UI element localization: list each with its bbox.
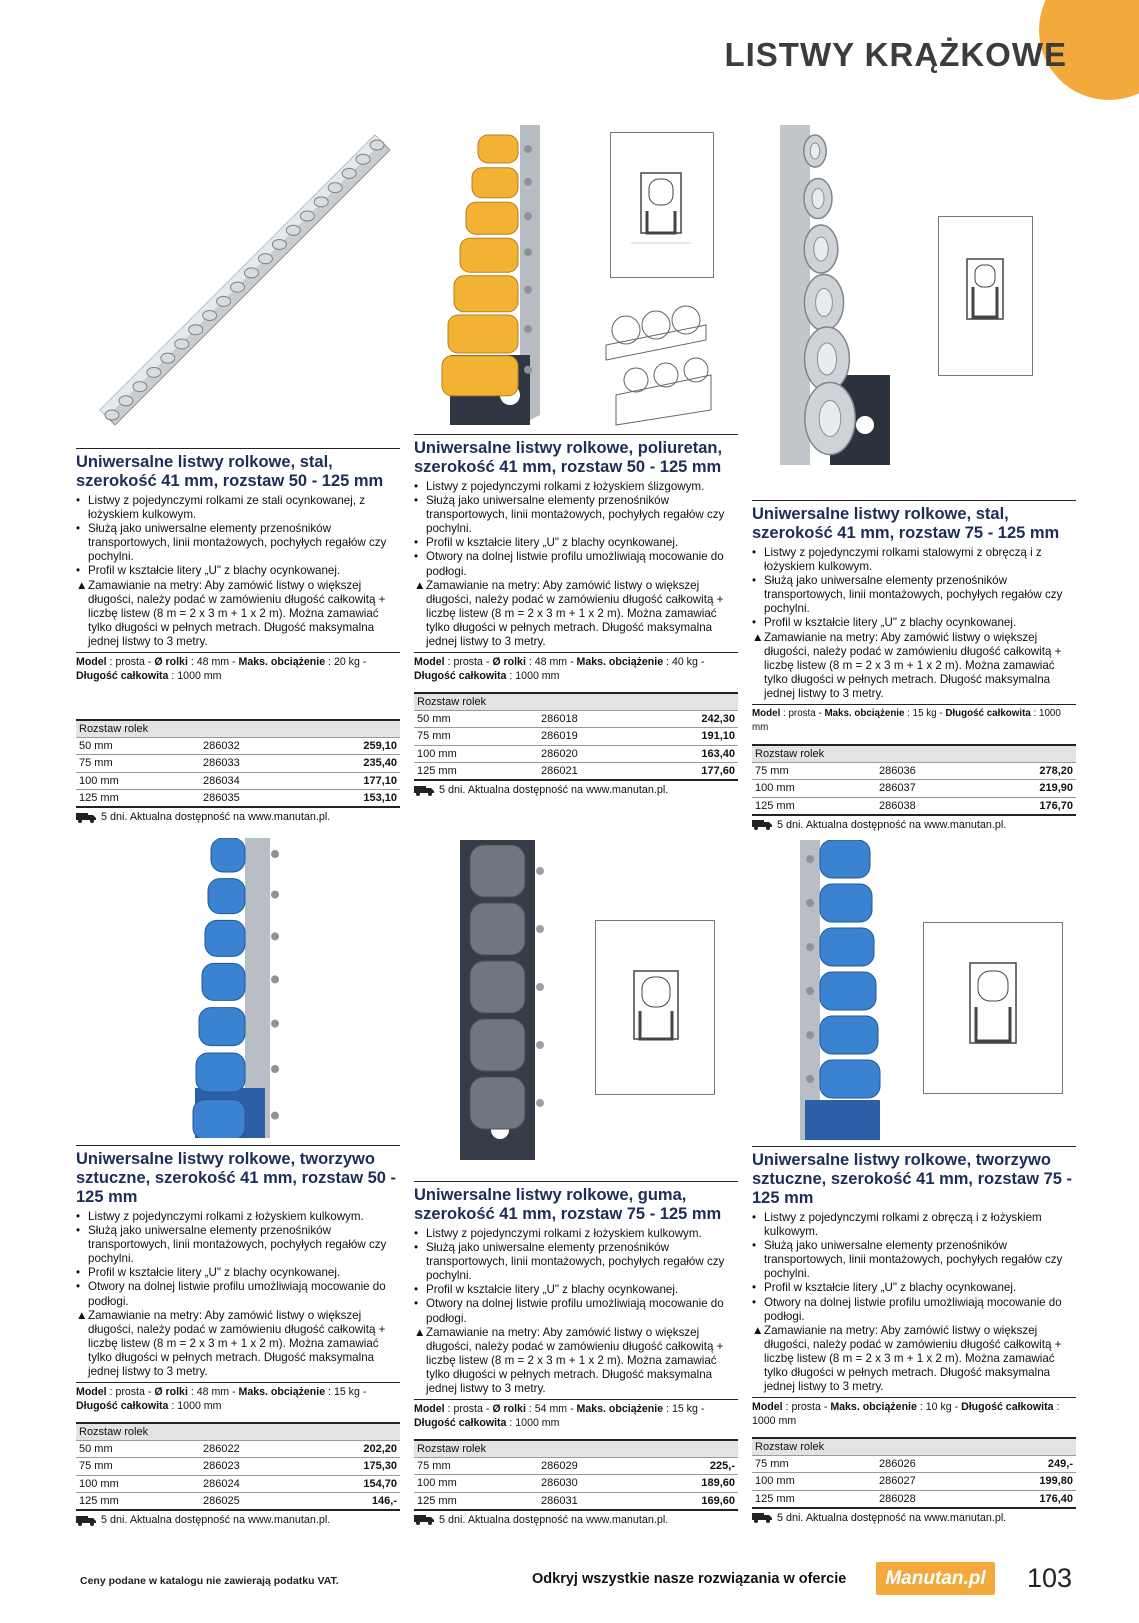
feature-item: • Listwy z pojedynczymi rolkami stalowymi z obręczą i z łożyskiem kulkowym.: [752, 546, 1042, 574]
ordering-note: ▲ Zamawianie na metry: Aby zamówić listwy o większej długości, należy podać w zamówieniu długość całkowitą + liczbę listew (8 m = 2 x 3 m + 1 x 2 m). Można zamawiać tylko długości w pełnych metrach. Długość maksymalna jednej listwy to 3 metry.: [752, 630, 1062, 700]
table-header: Rozstaw rolek: [414, 1440, 738, 1457]
technical-drawing-plastic-rim-profile: [923, 922, 1063, 1094]
delivery-info: 5 dni. Aktualna dostępność na www.manutan.pl.: [76, 1514, 400, 1526]
feature-item: • Służą jako uniwersalne elementy przenośników transportowych, linii montażowych, pochyłych regałów czy pochylni.: [414, 1241, 725, 1283]
truck-icon: [414, 785, 434, 796]
table-row: 75 mm 286023 175,30: [76, 1458, 400, 1476]
table-header: Rozstaw rolek: [76, 1423, 400, 1440]
table-row: 75 mm 286036 278,20: [752, 762, 1076, 780]
feature-list: [752, 1211, 1076, 1394]
product-photo-steel-rim-rail: [770, 125, 920, 465]
feature-list: [76, 494, 400, 649]
feature-item: • Służą jako uniwersalne elementy przenośników transportowych, linii montażowych, pochyłych regałów czy pochylni.: [414, 494, 725, 536]
spec-line: Model : prosta - Maks. obciążenie : 15 kg - Długość całkowita : 1000 mm: [752, 704, 1076, 735]
product-title: Uniwersalne listwy rolkowe, stal, szerokość 41 mm, rozstaw 50 - 125 mm: [76, 453, 384, 490]
table-header: Rozstaw rolek: [414, 693, 738, 710]
feature-item: • Służą jako uniwersalne elementy przenośników transportowych, linii montażowych, pochyłych regałów czy pochylni.: [76, 522, 387, 564]
spec-line: Model : prosta - Ø rolki : 48 mm - Maks. obciążenie : 40 kg - Długość całkowita : 1000 mm: [414, 652, 738, 683]
price-table: [76, 1422, 400, 1511]
feature-item: • Profil w kształcie litery „U" z blachy ocynkowanej.: [752, 616, 1017, 630]
product-title: Uniwersalne listwy rolkowe, guma, szerokość 41 mm, rozstaw 75 - 125 mm: [414, 1186, 722, 1223]
ordering-note: ▲ Zamawianie na metry: Aby zamówić listwy o większej długości, należy podać w zamówieniu długość całkowitą + liczbę listew (8 m = 2 x 3 m + 1 x 2 m). Można zamawiać tylko długości w pełnych metrach. Długość maksymalna jednej listwy to 3 metry.: [414, 1325, 724, 1396]
table-row: 100 mm 286037 219,90: [752, 780, 1076, 798]
table-row: 50 mm 286032 259,10: [76, 737, 400, 755]
table-row: 75 mm 286026 249,-: [752, 1455, 1076, 1473]
feature-list: [76, 1210, 400, 1379]
table-row: 125 mm 286031 169,60: [414, 1492, 738, 1510]
product-card-steel-50-125: [76, 448, 400, 823]
truck-icon: [752, 819, 772, 830]
feature-item: • Profil w kształcie litery „U" z blachy ocynkowanej.: [76, 1266, 341, 1280]
feature-item: • Służą jako uniwersalne elementy przenośników transportowych, linii montażowych, pochyłych regałów czy pochylni.: [752, 574, 1063, 616]
table-row: 100 mm 286020 163,40: [414, 745, 738, 763]
ordering-note: ▲ Zamawianie na metry: Aby zamówić listwy o większej długości, należy podać w zamówieniu długość całkowitą + liczbę listew (8 m = 2 x 3 m + 1 x 2 m). Można zamawiać tylko długości w pełnych metrach. Długość maksymalna jednej listwy to 3 metry.: [414, 578, 724, 649]
technical-drawing-profile: [610, 132, 714, 278]
page-number: 103: [1027, 1563, 1073, 1593]
delivery-info: 5 dni. Aktualna dostępność na www.manutan.pl.: [752, 1512, 1076, 1524]
feature-list: [752, 546, 1076, 701]
feature-item: • Otwory na dolnej listwie profilu umożliwiają mocowanie do podłogi.: [414, 550, 724, 578]
delivery-info: 5 dni. Aktualna dostępność na www.manutan.pl.: [752, 819, 1076, 831]
price-table: [752, 1437, 1076, 1509]
table-header: Rozstaw rolek: [752, 745, 1076, 762]
feature-item: • Listwy z pojedynczymi rolkami z łożyskiem ślizgowym.: [414, 480, 705, 493]
spec-line: Model : prosta - Ø rolki : 48 mm - Maks. obciążenie : 15 kg - Długość całkowita : 1000 mm: [76, 1382, 400, 1413]
feature-item: • Profil w kształcie litery „U" z blachy ocynkowanej.: [414, 536, 679, 550]
product-card-polyurethan-50-125: [414, 434, 738, 796]
table-row: 125 mm 286035 153,10: [76, 790, 400, 808]
feature-item: • Służą jako uniwersalne elementy przenośników transportowych, linii montażowych, pochyłych regałów czy pochylni.: [752, 1239, 1063, 1281]
table-row: 100 mm 286027 199,80: [752, 1473, 1076, 1491]
table-header: Rozstaw rolek: [76, 720, 400, 737]
table-row: 100 mm 286024 154,70: [76, 1475, 400, 1493]
feature-list: [414, 480, 738, 649]
manutan-logo: Manutan.pl: [876, 1562, 995, 1595]
spec-line: Model : prosta - Maks. obciążenie : 10 kg - Długość całkowita : 1000 mm: [752, 1397, 1076, 1428]
footer-vat-note: Ceny podane w katalogu nie zawierają podatku VAT.: [80, 1575, 339, 1587]
product-photo-polyurethan-rail: [430, 125, 545, 425]
truck-icon: [414, 1514, 434, 1525]
table-row: 125 mm 286021 177,60: [414, 763, 738, 781]
footer-cta: Odkryj wszystkie nasze rozwiązania w ofercie: [532, 1571, 847, 1587]
truck-icon: [76, 812, 96, 823]
product-photo-rubber-rail: [440, 840, 555, 1160]
table-row: 125 mm 286028 176,40: [752, 1490, 1076, 1508]
product-card-rubber-75-125: [414, 1181, 738, 1526]
ordering-note: ▲ Zamawianie na metry: Aby zamówić listwy o większej długości, należy podać w zamówieniu długość całkowitą + liczbę listew (8 m = 2 x 3 m + 1 x 2 m). Można zamawiać tylko długości w pełnych metrach. Długość maksymalna jednej listwy to 3 metry.: [752, 1323, 1062, 1394]
product-card-plastic-75-125: [752, 1146, 1076, 1524]
spec-line: Model : prosta - Ø rolki : 48 mm - Maks. obciążenie : 20 kg - Długość całkowita : 1000 mm: [76, 652, 400, 683]
table-row: 125 mm 286038 176,70: [752, 797, 1076, 815]
table-row: 75 mm 286033 235,40: [76, 755, 400, 773]
delivery-info: 5 dni. Aktualna dostępność na www.manutan.pl.: [414, 784, 738, 796]
spec-line: Model : prosta - Ø rolki : 54 mm - Maks. obciążenie : 15 kg - Długość całkowita : 1000 mm: [414, 1399, 738, 1430]
feature-item: • Listwy z pojedynczymi rolkami z obręczą i z łożyskiem kulkowym.: [752, 1211, 1042, 1239]
table-row: 125 mm 286025 146,-: [76, 1493, 400, 1511]
product-photo-plastic-rim-rail: [785, 840, 895, 1140]
price-table: [414, 1439, 738, 1511]
technical-drawing-rim-profile: [938, 216, 1033, 376]
price-table: [752, 744, 1076, 816]
delivery-info: 5 dni. Aktualna dostępność na www.manutan.pl.: [76, 811, 400, 823]
product-title: Uniwersalne listwy rolkowe, stal, szerokość 41 mm, rozstaw 75 - 125 mm: [752, 505, 1060, 542]
feature-item: • Profil w kształcie litery „U" z blachy ocynkowanej.: [414, 1283, 679, 1297]
price-table: [76, 719, 400, 808]
technical-drawing-rubber-profile: [595, 920, 715, 1095]
feature-item: • Listwy z pojedynczymi rolkami ze stali ocynkowanej, z łożyskiem kulkowym.: [76, 494, 366, 522]
technical-drawing-assembly: [596, 300, 716, 428]
table-row: 50 mm 286018 242,30: [414, 710, 738, 728]
ordering-note: ▲ Zamawianie na metry: Aby zamówić listwy o większej długości, należy podać w zamówieniu długość całkowitą + liczbę listew (8 m = 2 x 3 m + 1 x 2 m). Można zamawiać tylko długości w pełnych metrach. Długość maksymalna jednej listwy to 3 metry.: [76, 578, 386, 648]
product-title: Uniwersalne listwy rolkowe, poliuretan, szerokość 41 mm, rozstaw 50 - 125 mm: [414, 439, 723, 476]
table-header: Rozstaw rolek: [752, 1438, 1076, 1455]
page-title: LISTWY KRĄŻKOWE: [724, 36, 1067, 73]
product-photo-steel-rail: [90, 130, 400, 430]
table-row: 50 mm 286022 202,20: [76, 1440, 400, 1458]
delivery-info: 5 dni. Aktualna dostępność na www.manutan.pl.: [414, 1514, 738, 1526]
product-title: Uniwersalne listwy rolkowe, tworzywo sztuczne, szerokość 41 mm, rozstaw 75 - 125 mm: [752, 1151, 1073, 1207]
table-row: 75 mm 286029 225,-: [414, 1457, 738, 1475]
truck-icon: [752, 1512, 772, 1523]
feature-item: • Otwory na dolnej listwie profilu umożliwiają mocowanie do podłogi.: [414, 1297, 724, 1325]
feature-item: • Otwory na dolnej listwie profilu umożliwiają mocowanie do podłogi.: [76, 1280, 386, 1308]
feature-list: [414, 1227, 738, 1396]
price-table: [414, 692, 738, 781]
product-photo-plastic-rail: [175, 838, 295, 1138]
feature-item: • Listwy z pojedynczymi rolkami z łożyskiem kulkowym.: [414, 1227, 702, 1240]
ordering-note: ▲ Zamawianie na metry: Aby zamówić listwy o większej długości, należy podać w zamówieniu długość całkowitą + liczbę listew (8 m = 2 x 3 m + 1 x 2 m). Można zamawiać tylko długości w pełnych metrach. Długość maksymalna jednej listwy to 3 metry.: [76, 1308, 386, 1379]
product-card-steel-75-125: [752, 500, 1076, 831]
feature-item: • Profil w kształcie litery „U" z blachy ocynkowanej.: [752, 1281, 1017, 1295]
table-row: 100 mm 286030 189,60: [414, 1475, 738, 1493]
feature-item: • Otwory na dolnej listwie profilu umożliwiają mocowanie do podłogi.: [752, 1295, 1062, 1323]
product-card-plastic-50-125: [76, 1145, 400, 1526]
truck-icon: [76, 1515, 96, 1526]
table-row: 75 mm 286019 191,10: [414, 728, 738, 746]
table-row: 100 mm 286034 177,10: [76, 772, 400, 790]
product-title: Uniwersalne listwy rolkowe, tworzywo sztuczne, szerokość 41 mm, rozstaw 50 - 125 mm: [76, 1150, 397, 1206]
feature-item: • Służą jako uniwersalne elementy przenośników transportowych, linii montażowych, pochyłych regałów czy pochylni.: [76, 1224, 387, 1266]
feature-item: • Listwy z pojedynczymi rolkami z łożyskiem kulkowym.: [76, 1210, 364, 1223]
feature-item: • Profil w kształcie litery „U" z blachy ocynkowanej.: [76, 564, 341, 578]
